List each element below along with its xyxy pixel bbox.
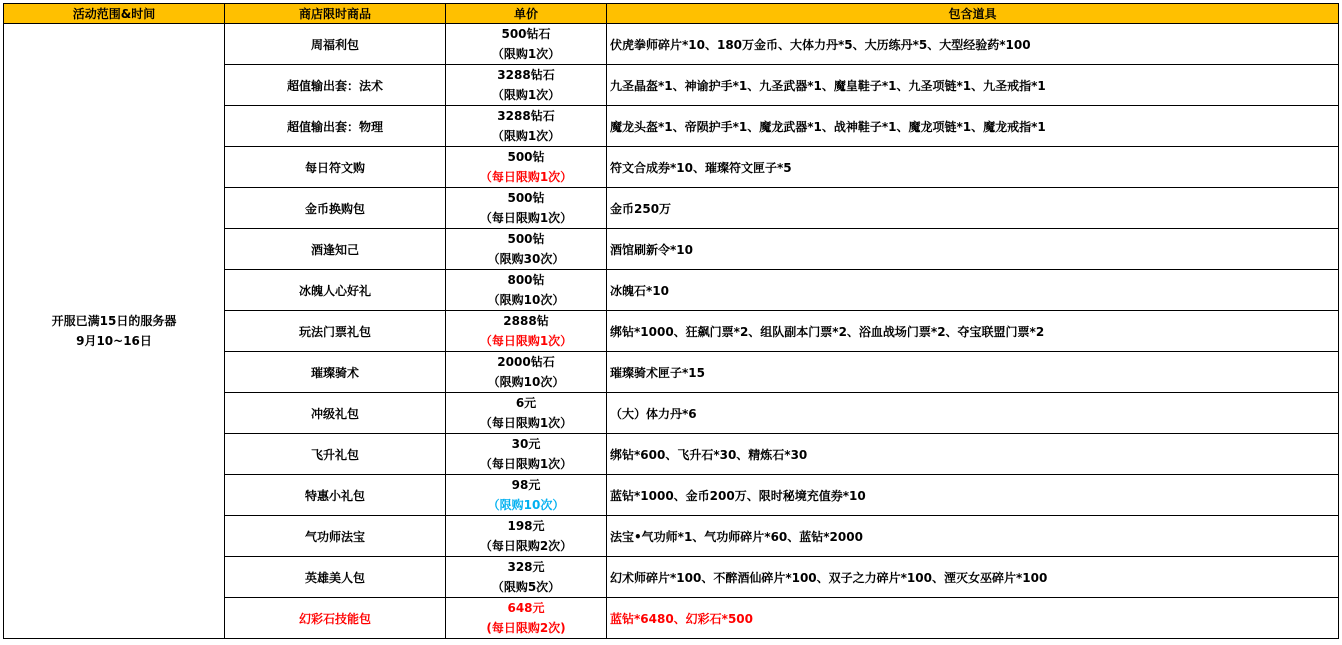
range-cell	[4, 24, 225, 639]
purchase-limit: （每日限购2次）	[479, 539, 573, 553]
item-contents: 幻术师碎片*100、不醉酒仙碎片*100、双子之力碎片*100、湮灭女巫碎片*100	[607, 557, 1339, 598]
price-cell	[446, 557, 607, 598]
item-contents: 蓝钻*6480、幻彩石*500	[607, 598, 1339, 639]
price-cell	[446, 393, 607, 434]
price-cell	[446, 475, 607, 516]
item-name: 周福利包	[225, 24, 446, 65]
item-contents: 酒馆刷新令*10	[607, 229, 1339, 270]
price-amount: 30元	[511, 437, 541, 451]
item-name: 酒逢知己	[225, 229, 446, 270]
purchase-limit: （限购10次）	[487, 498, 565, 512]
purchase-limit: （每日限购1次）	[479, 211, 573, 225]
table-row	[4, 24, 1339, 65]
price-amount: 500钻	[507, 191, 545, 205]
item-name: 金币换购包	[225, 188, 446, 229]
header-price: 单价	[446, 4, 607, 24]
price-cell	[446, 270, 607, 311]
item-contents: 魔龙头盔*1、帝陨护手*1、魔龙武器*1、战神鞋子*1、魔龙项链*1、魔龙戒指*1	[607, 106, 1339, 147]
item-contents: 冰魄石*10	[607, 270, 1339, 311]
purchase-limit: （限购1次）	[491, 47, 561, 61]
limited-shop-table	[3, 3, 1339, 639]
item-name: 特惠小礼包	[225, 475, 446, 516]
item-name: 玩法门票礼包	[225, 311, 446, 352]
price-amount: 3288钻石	[497, 68, 555, 82]
item-name: 英雄美人包	[225, 557, 446, 598]
item-contents: 绑钻*1000、狂飙门票*2、组队副本门票*2、浴血战场门票*2、夺宝联盟门票*2	[607, 311, 1339, 352]
price-amount: 2000钻石	[497, 355, 555, 369]
item-contents: 九圣晶盔*1、神谕护手*1、九圣武器*1、魔皇鞋子*1、九圣项链*1、九圣戒指*1	[607, 65, 1339, 106]
item-contents: （大）体力丹*6	[607, 393, 1339, 434]
item-contents: 蓝钻*1000、金币200万、限时秘境充值券*10	[607, 475, 1339, 516]
purchase-limit: （每日限购1次）	[479, 457, 573, 471]
price-amount: 3288钻石	[497, 109, 555, 123]
purchase-limit: （限购5次）	[491, 580, 561, 594]
item-name: 每日符文购	[225, 147, 446, 188]
item-contents: 法宝•气功师*1、气功师碎片*60、蓝钻*2000	[607, 516, 1339, 557]
purchase-limit: （限购30次）	[487, 252, 565, 266]
price-cell	[446, 24, 607, 65]
item-name: 飞升礼包	[225, 434, 446, 475]
item-contents: 符文合成券*10、璀璨符文匣子*5	[607, 147, 1339, 188]
item-contents: 伏虎拳师碎片*10、180万金币、大体力丹*5、大历练丹*5、大型经验药*100	[607, 24, 1339, 65]
price-amount: 500钻石	[501, 27, 551, 41]
price-cell	[446, 516, 607, 557]
header-range: 活动范围&时间	[4, 4, 225, 24]
purchase-limit: （每日限购1次）	[479, 170, 573, 184]
price-cell	[446, 147, 607, 188]
item-contents: 金币250万	[607, 188, 1339, 229]
purchase-limit: （限购1次）	[491, 88, 561, 102]
price-cell	[446, 598, 607, 639]
item-name: 璀璨骑术	[225, 352, 446, 393]
purchase-limit: （限购1次）	[491, 129, 561, 143]
item-name: 冲级礼包	[225, 393, 446, 434]
price-cell	[446, 352, 607, 393]
purchase-limit: （每日限购1次）	[479, 416, 573, 430]
price-amount: 648元	[507, 601, 545, 615]
price-cell	[446, 229, 607, 270]
price-amount: 328元	[507, 560, 545, 574]
price-cell	[446, 65, 607, 106]
item-name: 冰魄人心好礼	[225, 270, 446, 311]
item-contents: 绑钻*600、飞升石*30、精炼石*30	[607, 434, 1339, 475]
purchase-limit: （限购10次）	[487, 375, 565, 389]
price-amount: 6元	[515, 396, 537, 410]
range-dates: 9月10~16日	[76, 334, 152, 348]
header-row	[4, 4, 1339, 24]
purchase-limit: （限购10次）	[487, 293, 565, 307]
shop-table-wrapper	[3, 3, 1339, 639]
purchase-limit: （每日限购1次）	[479, 334, 573, 348]
price-cell	[446, 434, 607, 475]
item-name: 幻彩石技能包	[225, 598, 446, 639]
purchase-limit: (每日限购2次)	[486, 621, 566, 635]
price-cell	[446, 311, 607, 352]
price-cell	[446, 106, 607, 147]
item-name: 超值输出套：法术	[225, 65, 446, 106]
item-name: 超值输出套：物理	[225, 106, 446, 147]
price-amount: 500钻	[507, 232, 545, 246]
header-item: 商店限时商品	[225, 4, 446, 24]
item-contents: 璀璨骑术匣子*15	[607, 352, 1339, 393]
header-contents: 包含道具	[607, 4, 1339, 24]
price-amount: 500钻	[507, 150, 545, 164]
range-servers: 开服已满15日的服务器	[51, 314, 177, 328]
item-name: 气功师法宝	[225, 516, 446, 557]
price-amount: 2888钻	[503, 314, 549, 328]
price-cell	[446, 188, 607, 229]
price-amount: 98元	[511, 478, 541, 492]
price-amount: 198元	[507, 519, 545, 533]
price-amount: 800钻	[507, 273, 545, 287]
